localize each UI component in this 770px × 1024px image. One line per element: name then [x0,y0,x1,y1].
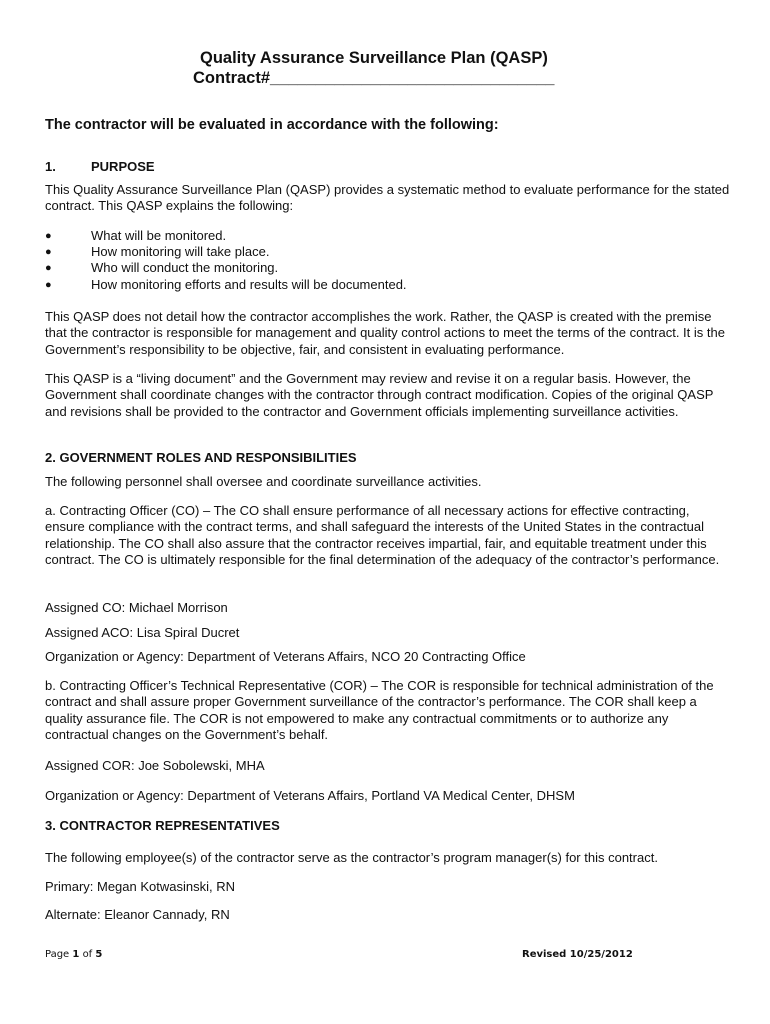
list-item: ● How monitoring will take place. [45,244,270,260]
bullet-icon: ● [45,230,52,242]
primary-representative: Primary: Megan Kotwasinski, RN [45,879,235,894]
alternate-representative: Alternate: Eleanor Cannady, RN [45,907,230,922]
section-1-number: 1. [45,159,56,174]
bullet-icon: ● [45,262,52,275]
cor-paragraph: b. Contracting Officer’s Technical Representative (COR) – The COR is responsible for technical administration of the contract and shall assure proper Government surveillance of the contractor’s performance. The COR shall keep a quality assurance file. The COR is not empowered to make any contractual commitments or to authorize any contractual changes on the Government’s behalf. [45,678,714,742]
assigned-co: Assigned CO: Michael Morrison [45,600,228,615]
assigned-cor: Assigned COR: Joe Sobolewski, MHA [45,758,265,773]
list-item: ● How monitoring efforts and results will be documented. [45,276,407,292]
purpose-paragraph: This Quality Assurance Surveillance Plan (QASP) provides a systematic method to evaluate performance for the stated contract. This QASP explains the following: [45,182,730,214]
bullet-icon: ● [45,246,52,259]
section-3-heading: 3. CONTRACTOR REPRESENTATIVES [45,818,280,833]
list-item: ● Who will conduct the monitoring. [45,260,279,276]
section-3-intro: The following employee(s) of the contractor serve as the contractor’s program manager(s) for this contract. [45,850,658,865]
bullet-icon: ● [45,278,52,291]
intro-statement: The contractor will be evaluated in accordance with the following: [45,117,499,133]
purpose-bullet-list [45,228,407,293]
qasp-detail-paragraph: This QASP does not detail how the contractor accomplishes the work. Rather, the QASP is created with the premise that the contractor is responsible for management and quality control actions to meet the terms of the contract. It is the Government’s responsibility to be objective, fair, and consistent in evaluating performance. [45,309,725,357]
revision-date: Revised 10/25/2012 [522,949,633,960]
list-item: ● What will be monitored. [45,228,227,243]
contracting-officer-paragraph: a. Contracting Officer (CO) – The CO shall ensure performance of all necessary actions for effective contracting, ensure compliance with the contract terms, and shall safeguard the interests of the United States in the contractual relationship. The CO shall also assure that the contractor receives impartial, fair, and equitable treatment under this contract. The CO is ultimately responsible for the final determination of the adequacy of the contractor’s performance. [45,503,720,567]
assigned-aco: Assigned ACO: Lisa Spiral Ducret [45,625,240,640]
organization-cor: Organization or Agency: Department of Veterans Affairs, Portland VA Medical Center, DHSM [45,788,575,803]
page-number: Page 1 of 5 [45,949,103,960]
organization-co: Organization or Agency: Department of Veterans Affairs, NCO 20 Contracting Office [45,649,526,664]
living-document-paragraph: This QASP is a “living document” and the Government may review and revise it on a regular basis. However, the Government shall coordinate changes with the contractor through contract modification. Copies of the original QASP and revisions shall be provided to the contractor and Government officials implementing surveillance activities. [45,371,714,419]
document-title: Quality Assurance Surveillance Plan (QASP) [200,49,548,67]
section-1-heading: PURPOSE [91,159,155,174]
section-2-intro: The following personnel shall oversee and coordinate surveillance activities. [45,474,482,489]
contract-number-line: Contract#_______________________________ [193,69,555,87]
section-2-heading: 2. GOVERNMENT ROLES AND RESPONSIBILITIES [45,450,357,465]
